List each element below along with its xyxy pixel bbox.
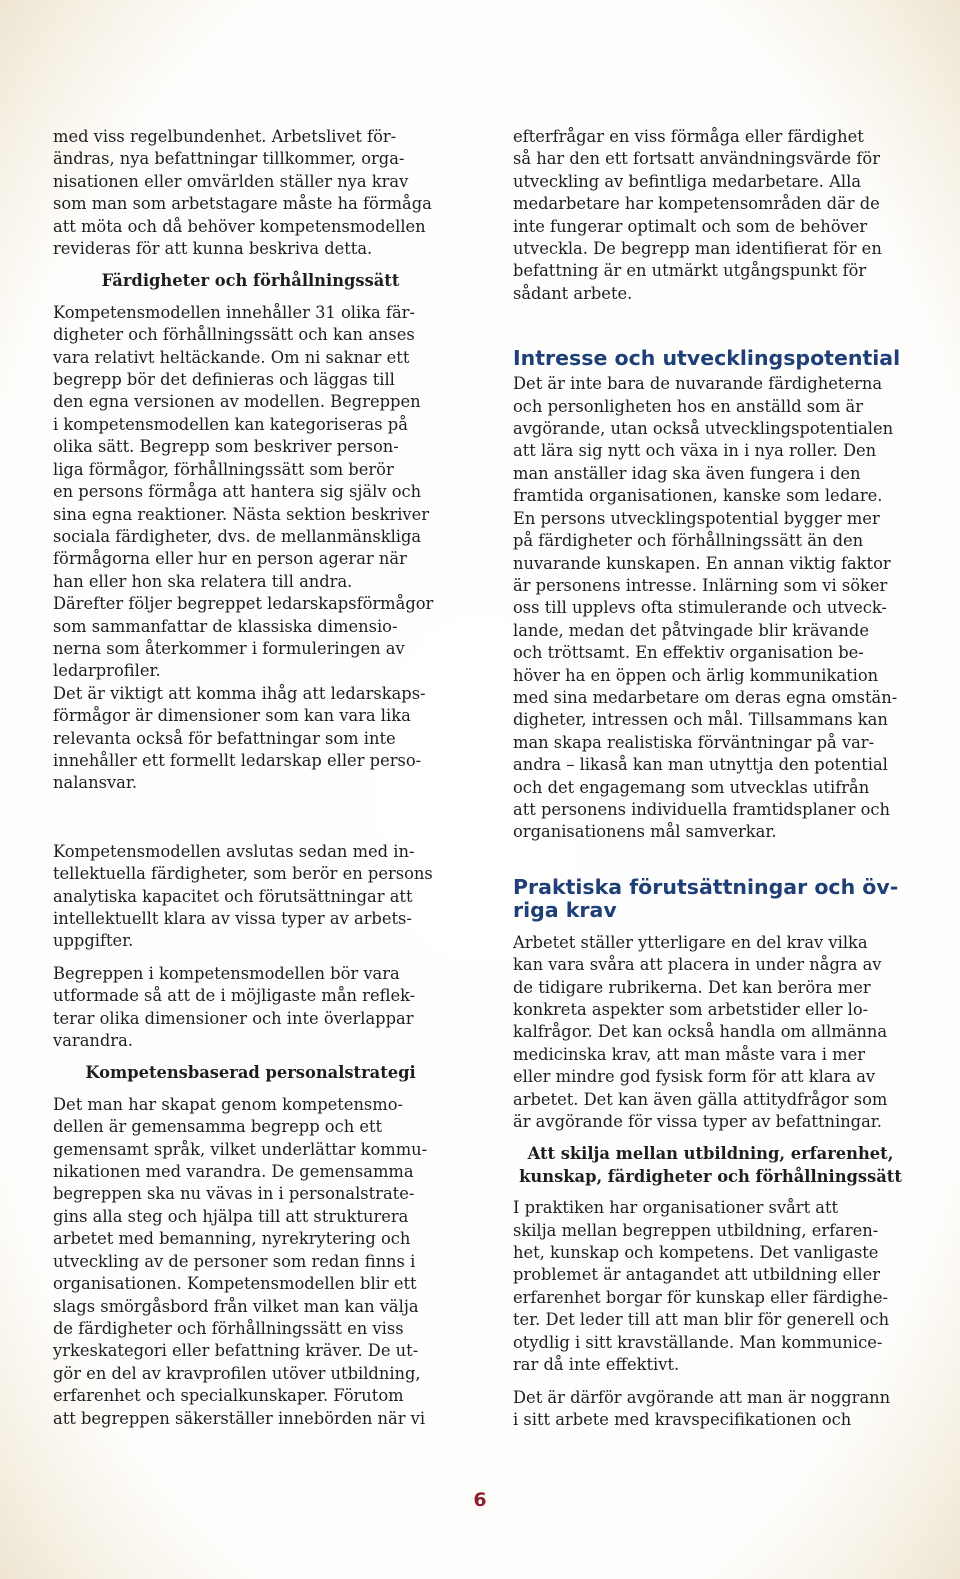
paragraph-skilja: I praktiken har organisationer svårt att skilja mellan begreppen utbildning, erfaren- het, kunskap och kompetens. Det vanligaste problemet är antagandet att utbildning eller erfarenhet borgar för kunskap eller färdighe- ter. Det leder till att man blir för generell och otydlig i sitt kravställande. Man kommunice- rar då inte effektivt.: [513, 1198, 890, 1375]
right-column: [513, 126, 908, 1441]
paragraph-praktiska: Arbetet ställer ytterligare en del krav vilka kan vara svåra att placera in under några av de tidigare rubrikerna. Det kan beröra mer konkreta aspekter som arbetstider eller lo- kalfrågor. Det kan också handla om allmänna medicinska krav, att man måste vara i mer eller mindre god fysisk form för att klara av arbetet. Det kan även gälla attitydfrågor som är avgörande för vissa typer av befattningar.: [513, 932, 888, 1132]
heading-personalstrategi: Kompetensbaserad personalstrategi: [85, 1063, 416, 1083]
heading-praktiska: Praktiska förutsättningar och öv- riga krav: [513, 874, 899, 922]
heading-fardigheter: Färdigheter och förhållningssätt: [101, 271, 400, 291]
left-column: [53, 126, 448, 1440]
paragraph-personalstrategi: Det man har skapat genom kompetensmo- dellen är gemensamma begrepp och ett gemensamt språk, vilket underlättar kommu- nikationen med varandra. De gemensamma begreppen ska nu vävas in i personalstrate- gins alla steg och hjälpa till att strukturera arbetet med bemanning, nyrekrytering och utveckling av de personer som redan finns i organisationen. Kompetensmodellen blir ett slags smörgåsbord från vilket man kan välja de färdigheter och förhållningssätt en viss yrkeskategori eller befattning kräver. De ut- gör en del av kravprofilen utöver utbildning, erfarenhet och specialkunskaper. Förutom att begreppen säkerställer innebörden när vi: [53, 1094, 428, 1428]
paragraph-noggrann: Det är därför avgörande att man är noggrann i sitt arbete med kravspecifikationen och: [513, 1387, 891, 1429]
heading-skilja: Att skilja mellan utbildning, erfarenhet, kunskap, färdigheter och förhållningssätt: [519, 1144, 902, 1186]
right-intro-paragraph: efterfrågar en viss förmåga eller färdighet så har den ett fortsatt användningsvärde för utveckling av befintliga medarbetare. Alla medarbetare har kompetensområden där de inte fungerar optimalt och som de behöver utveckla. De begrepp man identifierat för en befattning är en utmärkt utgångspunkt för sådant arbete.: [513, 127, 882, 303]
page-number: 6: [473, 1489, 487, 1511]
paragraph-intresse: Det är inte bara de nuvarande färdigheterna och personligheten hos en anställd som är avgörande, utan också utvecklingspotentialen att lära sig nytt och växa in i nya roller. Den man anställer idag ska även fungera i den framtida organisationen, kanske som ledare. En persons utvecklingspotential bygger mer på färdigheter och förhållningssätt än den nuvarande kunskapen. En annan viktig faktor är personens intresse. Inlärning som vi söker oss till upplevs ofta stimulerande och utveck- lande, medan det påtvingade blir krävande och tröttsamt. En effektiv organisation be- höver ha en öppen och ärlig kommunikation med sina medarbetare om deras egna omstän- digheter, intressen och mål. Tillsammans kan man skapa realistiska förväntningar på var- andra – likaså kan man utnyttja den potential och det engagemang som utvecklas utifrån att personens individuella framtidsplaner och organisationens mål samverkar.: [513, 374, 898, 842]
heading-intresse: Intresse och utvecklingspotential: [513, 346, 901, 371]
paragraph-begreppen: Begreppen i kompetensmodellen bör vara utformade så att de i möjligaste mån reflek- terar olika dimensioner och inte överlappar varandra.: [53, 963, 416, 1051]
left-intro-paragraph: med viss regelbundenhet. Arbetslivet för- ändras, nya befattningar tillkommer, orga- nisationen eller omvärlden ställer nya krav som man som arbetstagare måste ha förmåga att möta och då behöver kompetensmodellen revideras för att kunna beskriva detta.: [53, 127, 432, 259]
paragraph-intellektuella: Kompetensmodellen avslutas sedan med in- tellektuella färdigheter, som berör en persons analytiska kapacitet och förutsättningar att intellektuellt klara av vissa typer av arbets- uppgifter.: [53, 841, 433, 951]
paragraph-fardigheter: Kompetensmodellen innehåller 31 olika fär- digheter och förhållningssätt och kan anses vara relativt heltäckande. Om ni saknar ett begrepp bör det definieras och läggas till den egna versionen av modellen. Begreppen i kompetensmodellen kan kategoriseras på olika sätt. Begrepp som beskriver person- liga förmågor, förhållningssätt som berör en persons förmåga att hantera sig själv och sina egna reaktioner. Nästa sektion beskriver sociala färdigheter, dvs. de mellanmänskliga förmågorna eller hur en person agerar när han eller hon ska relatera till andra. Därefter följer begreppet ledarskapsförmågor som sammanfattar de klassiska dimensio- nerna som återkommer i formuleringen av ledarprofiler. Det är viktigt att komma ihåg att ledarskaps- förmågor är dimensioner som kan vara lika relevanta också för befattningar som inte innehåller ett formellt ledarskap eller perso- nalansvar.: [53, 302, 434, 793]
